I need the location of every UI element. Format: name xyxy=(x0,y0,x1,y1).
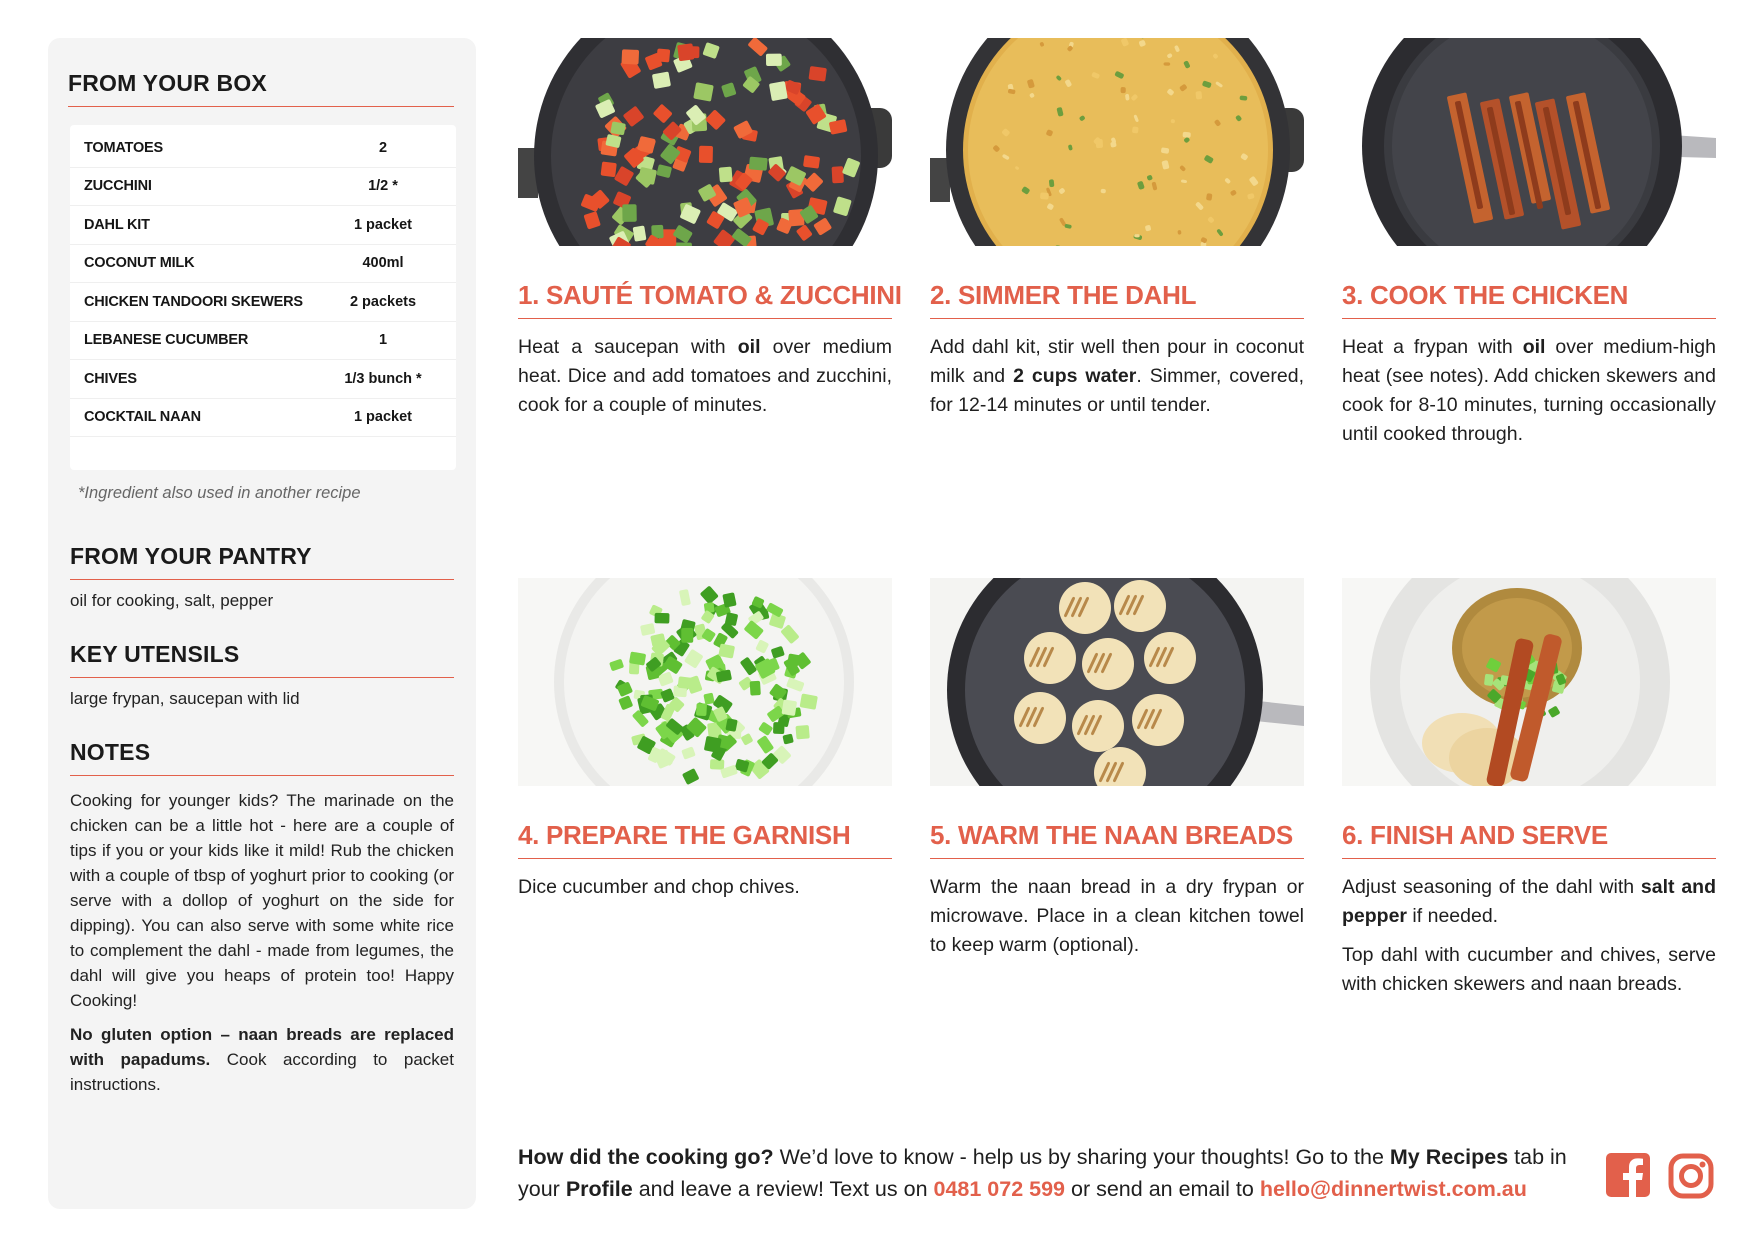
ingredient-qty: 2 xyxy=(378,139,388,156)
frypan-naan-image xyxy=(930,578,1304,786)
ingredient-name: COCONUT MILK xyxy=(84,255,195,272)
step-title: 3. COOK THE CHICKEN xyxy=(1342,280,1716,319)
step-text: Heat a saucepan with oil over medium heat. Dice and add tomatoes and zucchini, cook for a couple of minutes. xyxy=(518,336,892,416)
ingredient-footnote: *Ingredient also used in another recipe xyxy=(78,484,361,502)
pan-tomato-zucchini-image xyxy=(518,38,892,246)
plate-cucumber-chives-image xyxy=(518,578,892,786)
step-text: Top dahl with cucumber and chives, serve with chicken skewers and naan breads. xyxy=(1342,944,1716,995)
ingredient-qty: 2 packets xyxy=(349,293,417,310)
step-text: Dice cucumber and chop chives. xyxy=(518,876,800,898)
pantry-section xyxy=(70,543,454,611)
ingredient-row xyxy=(70,245,456,284)
step-3 xyxy=(1342,38,1716,449)
step-text: Adjust seasoning of the dahl with salt and pepper if needed. xyxy=(1342,876,1716,927)
ingredient-row xyxy=(70,129,456,168)
ingredients-sidebar xyxy=(48,38,476,1209)
ingredient-qty: 1 packet xyxy=(353,409,413,426)
step-text: Add dahl kit, stir well then pour in coconut milk and 2 cups water. Simmer, covered, for 12-14 minutes or until tender. xyxy=(930,336,1304,416)
ingredient-name: CHIVES xyxy=(84,370,137,387)
gluten-note-bold: No gluten option – naan breads are replaced with papadums. xyxy=(70,1025,454,1069)
step-4 xyxy=(518,578,892,902)
ingredients-table xyxy=(70,125,456,470)
instagram-icon[interactable] xyxy=(1668,1153,1714,1199)
notes-heading: NOTES xyxy=(70,739,454,776)
ingredient-qty: 1/3 bunch * xyxy=(344,370,422,387)
pantry-heading: FROM YOUR PANTRY xyxy=(70,543,454,580)
ingredient-name: ZUCCHINI xyxy=(84,178,152,195)
ingredient-qty: 400ml xyxy=(362,255,404,272)
ingredient-name: COCKTAIL NAAN xyxy=(84,409,201,426)
step-6 xyxy=(1342,578,1716,999)
ingredient-qty: 1 xyxy=(378,332,388,349)
plate-finished-dish-image xyxy=(1342,578,1716,786)
email-link[interactable]: hello@dinnertwist.com.au xyxy=(1259,1177,1527,1201)
step-5 xyxy=(930,578,1304,960)
step-text: Heat a frypan with oil over medium-high heat (see notes). Add chicken skewers and cook for 8-10 minutes, turning occasionally until cooked through. xyxy=(1342,336,1716,445)
step-title: 4. PREPARE THE GARNISH xyxy=(518,820,892,859)
footer-question: How did the cooking go? xyxy=(518,1145,774,1169)
pantry-text: oil for cooking, salt, pepper xyxy=(70,591,274,610)
notes-text: Cooking for younger kids? The marinade on the chicken can be a little hot - here are a couple of tips if you or your kids like it mild! Rub the chicken with a couple of tbsp of yoghurt prior to cooking (or serve with a dollop of yoghurt on the side for dipping). You can also serve with some white rice to complement the dahl - made from legumes, the dahl will give you heaps of protein too! Happy Cooking! xyxy=(70,791,454,1010)
ingredient-qty: 1 packet xyxy=(353,216,413,233)
ingredient-qty: 1/2 * xyxy=(368,178,398,195)
step-text: Warm the naan bread in a dry frypan or microwave. Place in a clean kitchen towel to keep warm (optional). xyxy=(930,876,1304,956)
from-your-box-heading: FROM YOUR BOX xyxy=(68,70,454,107)
my-recipes-link[interactable]: My Recipes xyxy=(1389,1145,1509,1169)
facebook-icon[interactable] xyxy=(1606,1153,1650,1197)
ingredient-name: DAHL KIT xyxy=(84,216,150,233)
ingredient-row xyxy=(70,360,456,399)
step-title: 2. SIMMER THE DAHL xyxy=(930,280,1304,319)
utensils-text: large frypan, saucepan with lid xyxy=(70,689,300,708)
profile-link[interactable]: Profile xyxy=(565,1177,633,1201)
gluten-note-rest: Cook according to packet instructions. xyxy=(70,1050,454,1094)
ingredient-row xyxy=(70,322,456,361)
pan-dahl-image xyxy=(930,38,1304,246)
gluten-note xyxy=(70,1022,454,1097)
ingredient-name: CHICKEN TANDOORI SKEWERS xyxy=(84,293,303,310)
step-title: 6. FINISH AND SERVE xyxy=(1342,820,1716,859)
step-1 xyxy=(518,38,902,420)
notes-section xyxy=(70,739,454,1097)
ingredient-row xyxy=(70,206,456,245)
step-2 xyxy=(930,38,1304,420)
ingredient-row xyxy=(70,399,456,438)
ingredient-name: TOMATOES xyxy=(84,139,163,156)
frypan-chicken-skewers-image xyxy=(1342,38,1716,246)
step-title: 1. SAUTÉ TOMATO & ZUCCHINI xyxy=(518,280,892,319)
phone-link[interactable]: 0481 072 599 xyxy=(933,1177,1066,1201)
ingredient-row xyxy=(70,283,456,322)
step-title: 5. WARM THE NAAN BREADS xyxy=(930,820,1304,859)
ingredient-row xyxy=(70,168,456,207)
utensils-section xyxy=(70,641,454,709)
ingredient-name: LEBANESE CUCUMBER xyxy=(84,332,249,349)
utensils-heading: KEY UTENSILS xyxy=(70,641,454,678)
feedback-footer: How did the cooking go? We’d love to know - help us by sharing your thoughts! Go to the My Recipes tab in your Profile and leave a review! Text us on 0481 072 599 or send an email to hello@dinnertwist.com.au xyxy=(518,1145,1567,1201)
